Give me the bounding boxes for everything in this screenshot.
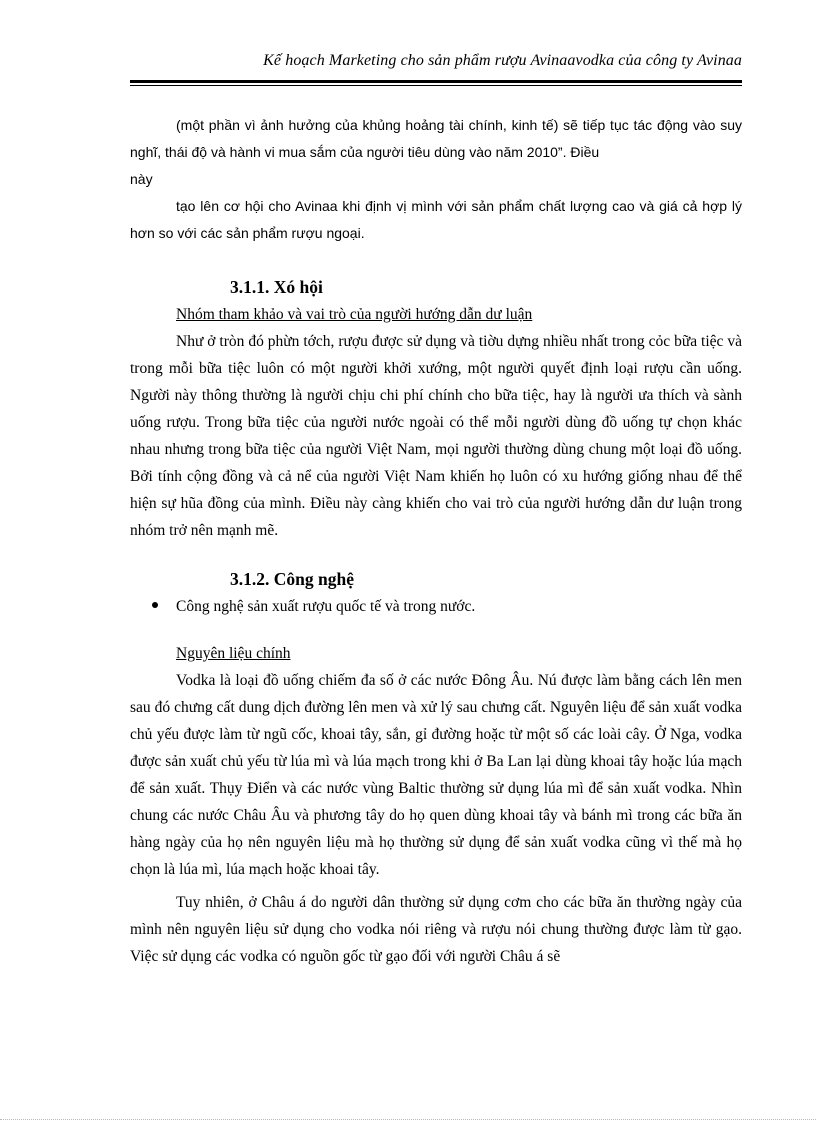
intro-paragraph-2: tạo lên cơ hội cho Avinaa khi định vị mình với sản phẩm chất lượng cao và giá cả hợp lý hơn so với các sản phẩm rượu ngoại.: [130, 198, 742, 241]
subheading-raw-materials: Nguyên liệu chính: [176, 645, 291, 662]
bullet-dot-icon: [152, 602, 158, 608]
spacer: [130, 620, 742, 640]
page-bottom-rule: [0, 1119, 816, 1120]
header-rule-thick: [130, 80, 742, 83]
intro-paragraph-1: (một phần vì ảnh hưởng của khủng hoảng tài chính, kinh tế) sẽ tiếp tục tác động vào suy nghĩ, thái độ và hành vi mua sắm của người tiêu dùng vào năm 2010”. Điều: [130, 117, 742, 160]
subheading-reference-group: Nhóm tham khảo và vai trò của người hướng dẫn dư luận: [176, 306, 533, 323]
header-rule-thin: [130, 85, 742, 86]
section-heading-social: 3.1.1. Xó hội: [230, 277, 323, 297]
section-heading-technology: 3.1.2. Công nghệ: [230, 569, 354, 589]
running-header-title: Kế hoạch Marketing cho sản phẩm rượu Avinaavodka của công ty Avinaa: [263, 52, 742, 69]
paragraph-raw-materials-2: Tuy nhiên, ở Châu á do người dân thường sử dụng cơm cho các bữa ăn thường ngày của mình nên nguyên liệu sử dụng cho vodka nói riêng và rượu nói chung thường được làm từ gạo. Việc sử dụng các vodka có nguồn gốc từ gạo đối với người Châu á sẽ: [130, 894, 742, 965]
bullet-text: Công nghệ sản xuất rượu quốc tế và trong nước.: [176, 598, 476, 615]
paragraph-raw-materials-1: Vodka là loại đồ uống chiếm đa số ở các nước Đông Âu. Nú được làm bằng cách lên men sau đó chưng cất dung dịch đường lên men và xử lý sau chưng cất. Nguyên liệu để sản xuất vodka chủ yếu được làm từ ngũ cốc, khoai tây, sắn, gỉ đường hoặc từ một số các loài cây. Ở Nga, vodka được sản xuất chủ yếu từ lúa mì và lúa mạch trong khi ở Ba Lan lại dùng khoai tây hoặc lúa mạch để sản xuất. Thụy Điển và các nước vùng Baltic thường sử dụng lúa mì để sản xuất vodka. Nhìn chung các nước Châu Âu và phương tây do họ quen dùng khoai tây và bánh mì trong các bữa ăn hàng ngày của họ nên nguyên liệu mà họ thường sử dụng để sản xuất vodka cũng vì thế mà họ chọn là lúa mì, lúa mạch hoặc khoai tây.: [130, 672, 742, 878]
intro-paragraph-1-end: này: [130, 171, 153, 187]
paragraph-social: Như ở tròn đó phừn tớch, rượu được sử dụng và tiờu dựng nhiều nhất trong cỏc bữa tiệc và trong mỗi bữa tiệc luôn có một người khởi xướng, một người quyết định loại rượu cần uống. Người này thông thường là người chịu chi phí chính cho bữa tiệc, hay là người ưa thích và sành uống rượu. Trong bữa tiệc của người nước ngoài có thể mỗi người dùng đồ uống tự chọn khác nhau nhưng trong bữa tiệc của người Việt Nam, mọi người thường dùng chung một loại đồ uống. Bởi tính cộng đồng và cả nể của người Việt Nam khiến họ luôn có xu hướng giống nhau để thể hiện sự hũa đồng của mình. Điều này càng khiến cho vai trò của người hướng dẫn dư luận trong nhóm trở nên mạnh mẽ.: [130, 333, 742, 539]
spacer: [130, 247, 742, 274]
document-body: [130, 112, 742, 970]
spacer: [130, 544, 742, 566]
bullet-item: [152, 593, 742, 620]
